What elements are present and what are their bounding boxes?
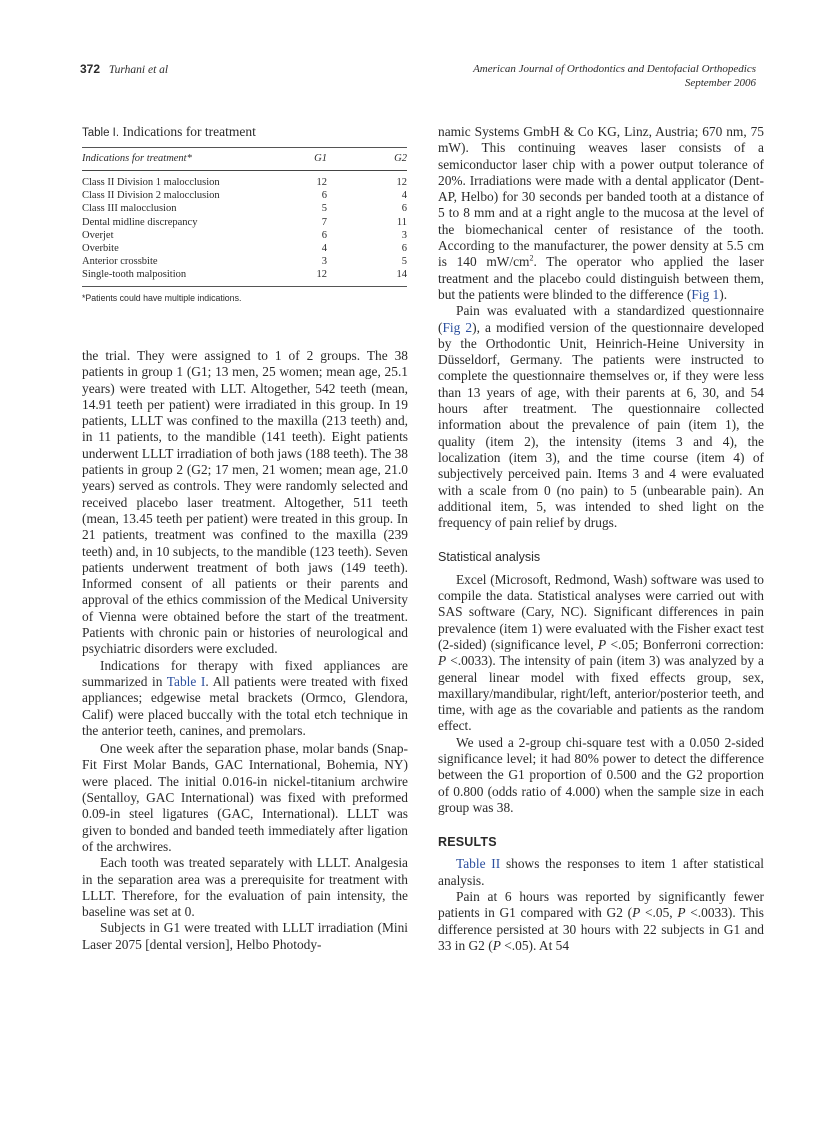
table-caption <box>82 124 407 140</box>
cell-indication: Class II Division 1 malocclusion <box>82 177 220 188</box>
table-title: Indications for treatment <box>122 124 256 139</box>
cell-indication: Class III malocclusion <box>82 203 177 215</box>
cell-g2: 12 <box>396 177 407 188</box>
header-authors: Turhani et al <box>108 64 169 76</box>
cell-g2: 11 <box>396 216 407 228</box>
table-row <box>82 171 407 190</box>
table-bottom-rule <box>82 286 407 287</box>
table-1-link[interactable]: Table I <box>166 673 206 689</box>
text: shows the responses to item 1 after statistical analysis. <box>438 856 764 888</box>
cell-indication: Single-tooth malposition <box>82 269 187 281</box>
cell-indication: Overbite <box>82 243 119 255</box>
text: <.05, <box>640 905 678 921</box>
text: Indications for therapy with fixed appliances are summarized in <box>82 657 408 689</box>
cell-g2: 6 <box>401 243 407 255</box>
text: <.0033). This difference persisted at 30 hours with 22 subjects in G1 and 33 in G2 ( <box>438 905 764 953</box>
paragraph <box>438 572 764 735</box>
right-column <box>438 124 764 954</box>
cell-indication: Overjet <box>82 229 114 241</box>
superscript: 2 <box>529 253 534 263</box>
text: . All patients were treated with fixed appliances; edgewise metal brackets (Ormco, Glendora, Calif) were placed buccally with the total etch technique in the anterior teeth, canines, and premolars. <box>82 673 408 738</box>
journal-title: American Journal of Orthodontics and Dentofacial Orthopedics <box>473 63 756 75</box>
indications-table <box>82 148 407 286</box>
cell-g2: 5 <box>401 256 407 268</box>
table-header-row <box>82 148 407 171</box>
table-row <box>82 189 407 202</box>
text: Pain was evaluated with a standardized questionnaire ( <box>438 303 764 335</box>
text: ), a modified version of the questionnaire developed by the Orthodontic Unit, Heinrich-Heine University in Düsseldorf, Germany. The patients were instructed to complete the questionnaire themselves or, if they were less than 13 years of age, with their parents at 6, 30, and 54 hours after treatment. The questionnaire collected information about the prevalence of pain (item 1), the quality (item 2), the intensity (items 3 and 4), the localization (item 3), and the time course (item 4) of subjectively perceived pain. Items 3 and 4 were evaluated with a scale from 0 (no pain) to 5 (unbearable pain). An additional item, 5, was intended to shed light on the frequency of pain relief by drugs. <box>438 319 764 531</box>
cell-g2: 3 <box>401 229 407 241</box>
text: ). <box>719 286 728 302</box>
paragraph <box>438 889 764 954</box>
cell-indication: Anterior crossbite <box>82 256 158 268</box>
table-footnote: *Patients could have multiple indications. <box>82 292 242 303</box>
paragraph: Each tooth was treated separately with LLLT. Analgesia in the separation area was a prerequisite for treatment with LLLT. Therefore, for the evaluation of pain intensity, the baseline was set at 0. <box>82 855 408 920</box>
cell-g2: 6 <box>401 203 407 215</box>
table-row <box>82 216 407 229</box>
table-label: Table I. <box>82 127 120 139</box>
table-row <box>82 268 407 285</box>
cell-g1: 12 <box>316 177 327 188</box>
text: . The operator who applied the laser treatment and the placebo could distinguish between them, but the patients were blinded to the difference ( <box>438 254 764 302</box>
left-column <box>82 348 408 953</box>
cell-g2: 4 <box>401 190 407 202</box>
cell-g1: 5 <box>321 203 327 215</box>
cell-indication: Class II Division 2 malocclusion <box>82 190 220 202</box>
p-symbol: P <box>438 653 447 669</box>
table-row <box>82 242 407 255</box>
table-2-link[interactable]: Table II <box>456 856 501 872</box>
table-row <box>82 202 407 215</box>
cell-g1: 3 <box>321 256 327 268</box>
fig-1-link[interactable]: Fig 1 <box>691 286 720 302</box>
paragraph: the trial. They were assigned to 1 of 2 groups. The 38 patients in group 1 (G1; 13 men, 25 women; mean age, 25.1 years) were treated with LLT. Altogether, 542 teeth (mean, 14.91 teeth per patient) were irradiated in this group. In 19 patients, LLLT was confined to the maxilla (213 teeth) and, in 11 patients, to the mandible (141 teeth). Eight patients underwent LLLT irradiation of both jaws (188 teeth). The 38 patients in group 2 (G2; 17 men, 21 women; mean age, 21.0 years) served as controls. They were randomly selected and received placebo laser treatment. Altogether, 511 teeth (mean, 13.45 teeth per patient) were treated in this group. In 21 patients, treatment was confined to the maxilla (239 teeth) and, in 10 subjects, to the mandible (123 teeth). Seven patients underwent treatment of both jaws (149 teeth). Informed consent of all patients or their parents and approval of the ethics commission of the Medical University of Vienna were obtained before the start of the treatment. Patients with chronic pain or histories of neurological and psychiatric disorders were excluded. <box>82 348 408 657</box>
p-symbol: P <box>597 636 607 652</box>
col-header-indication: Indications for treatment* <box>82 153 192 164</box>
issue-date: September 2006 <box>684 77 756 89</box>
paragraph: One week after the separation phase, molar bands (Snap-Fit First Molar Bands, GAC International, Bohemia, NY) were placed. The initial 0.016-in nickel-titanium archwire (Sentalloy, GAC International) was fixed with preformed 0.09-in steel ligatures (GAC, International). LLLT was given to bonded and banded teeth immediately after ligation of the archwires. <box>82 741 408 854</box>
paragraph <box>438 856 764 889</box>
text: Excel (Microsoft, Redmond, Wash) software was used to compile the data. Statistical analyses were carried out with SAS software (Cary, NC). Significant differences in pain prevalence (item 1) were evaluated with the Fisher exact test (2-sided) (significance level, <box>438 571 764 652</box>
paragraph: Subjects in G1 were treated with LLLT irradiation (Mini Laser 2075 [dental version], Helbo Photody- <box>82 920 408 952</box>
fig-2-link[interactable]: Fig 2 <box>442 319 473 335</box>
text: <.0033). The intensity of pain (item 3) was analyzed by a general linear model with fixed effects group, sex, maxillary/mandibular, right/left, anterior/posterior teeth, and time, with age as the covariable and patients as the random effect. <box>438 653 764 734</box>
section-heading-statistical-analysis: Statistical analysis <box>438 550 541 565</box>
p-symbol: P <box>492 937 501 953</box>
table-row <box>82 229 407 242</box>
cell-indication: Dental midline discrepancy <box>82 216 198 228</box>
paragraph <box>82 658 408 739</box>
p-symbol: P <box>677 905 686 921</box>
cell-g1: 6 <box>321 190 327 202</box>
paragraph: We used a 2-group chi-square test with a 0.050 2-sided significance level; it had 80% power to detect the difference between the G1 proportion of 0.500 and the G2 proportion of 0.800 (odds ratio of 4.000) when the sample size in each group was 38. <box>438 734 764 815</box>
text: <.05; Bonferroni correction: <box>606 636 764 652</box>
paragraph <box>438 303 764 531</box>
cell-g1: 6 <box>321 229 327 241</box>
cell-g1: 4 <box>321 243 327 255</box>
p-symbol: P <box>632 905 641 921</box>
text: <.05). At 54 <box>500 937 570 953</box>
col-header-g2: G2 <box>394 153 407 164</box>
table-1 <box>82 124 407 303</box>
cell-g2: 14 <box>396 269 407 281</box>
section-heading-results: RESULTS <box>438 835 497 850</box>
text: Pain at 6 hours was reported by significantly fewer patients in G1 compared with G2 ( <box>438 889 764 921</box>
page-number: 372 <box>80 62 101 76</box>
col-header-g1: G1 <box>314 153 327 164</box>
header-left <box>80 62 168 76</box>
text: namic Systems GmbH & Co KG, Linz, Austria; 670 nm, 75 mW). This continuing weaves laser consists of a semiconductor laser chip with a power output tolerance of 20%. Irradiations were made with a dental applicator (Dent-AP, Helbo) for 30 seconds per banded tooth at a distance of 5 to 8 mm and at a right angle to the mucosa at the level of the biomechanical center of resistance of the tooth. According to the manufacturer, the power density at 5.5 cm is 140 mW/cm <box>438 124 764 270</box>
header-right <box>473 62 756 90</box>
table-row <box>82 255 407 268</box>
cell-g1: 12 <box>316 269 327 281</box>
paragraph <box>438 124 764 303</box>
cell-g1: 7 <box>321 216 327 228</box>
